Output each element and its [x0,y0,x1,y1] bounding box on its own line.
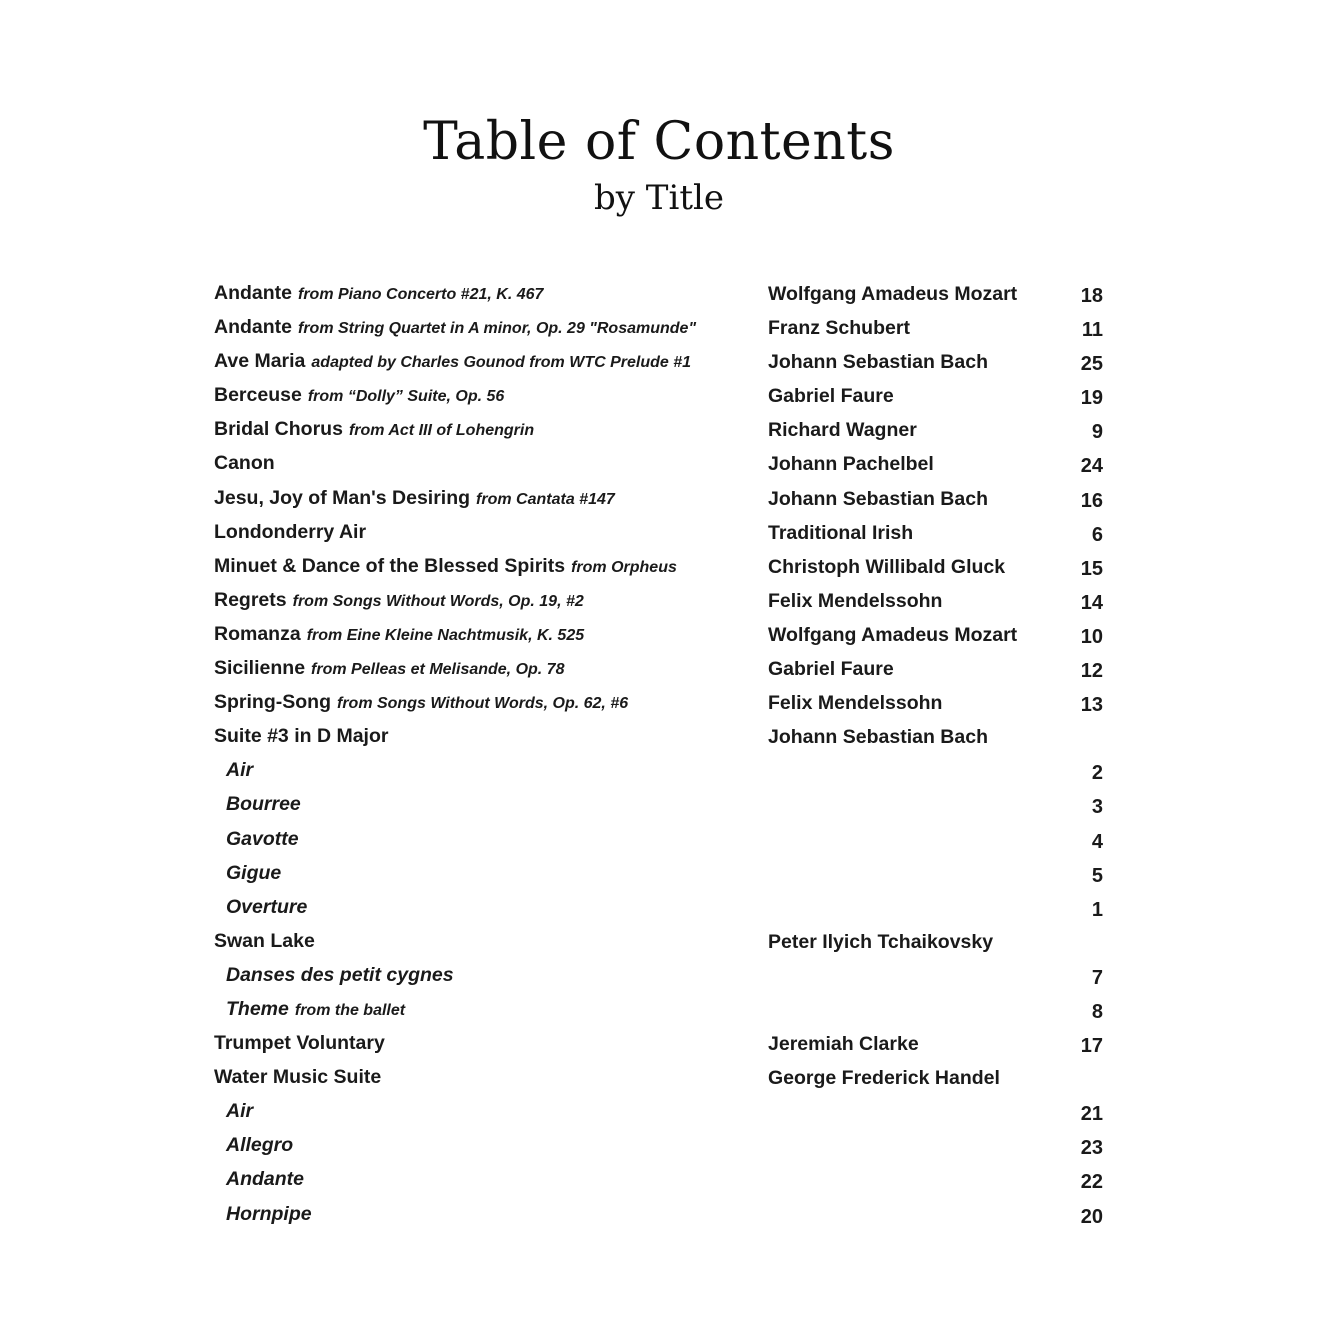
toc-subentry [0,1201,1318,1235]
toc-subentry [0,894,1318,928]
toc-entry [0,587,1318,621]
toc-subentry [0,757,1318,791]
entry-detail: from Eine Kleine Nachtmusik, K. 525 [306,626,585,644]
toc-subentry [0,791,1318,825]
entry-detail: from Songs Without Words, Op. 19, #2 [292,592,584,610]
entry-composer: Gabriel Faure [768,385,894,408]
entry-title: Trumpet Voluntary [214,1032,385,1055]
entry-composer: Christoph Willibald Gluck [768,555,1006,578]
entry-title: Sicilienne [214,657,306,680]
entry-title-block [226,896,313,919]
toc-entry [0,280,1318,314]
toc-entry [0,553,1318,587]
entry-title-block [214,555,677,578]
entry-title: Canon [214,452,275,475]
entry-title-block [214,521,372,544]
toc-subentry [0,1098,1318,1132]
entry-title-block [214,1066,387,1089]
entry-title-block [214,657,564,680]
entry-page-number: 19 [1080,387,1103,410]
entry-title: Swan Lake [214,929,315,952]
entry-title: Gigue [226,861,282,884]
entry-title-block [226,998,405,1021]
entry-composer: Wolfgang Amadeus Mozart [768,623,1018,646]
entry-title-block [214,691,628,714]
entry-title: Air [226,1100,254,1123]
entry-composer: Gabriel Faure [768,658,894,681]
entry-page-number: 20 [1080,1205,1103,1228]
entry-title-block [214,487,615,510]
toc-entry [0,314,1318,348]
entry-title: Londonderry Air [214,520,367,543]
entry-title-block [214,418,534,441]
entry-title-block [214,350,691,373]
entry-page-number: 6 [1091,523,1103,546]
toc-subentry [0,1166,1318,1200]
entry-title-block [214,725,394,748]
entry-detail: from Act III of Lohengrin [348,422,535,440]
entry-title: Andante [226,1168,304,1191]
entry-page-number: 15 [1080,557,1103,580]
entry-title: Ave Maria [214,350,306,373]
entry-detail: from Songs Without Words, Op. 62, #6 [336,695,629,713]
page-subtitle: by Title [594,178,724,218]
entry-title: Romanza [214,622,301,645]
entry-title: Andante [214,316,292,339]
entry-composer: Jeremiah Clarke [768,1033,919,1056]
entry-page-number: 11 [1081,319,1103,342]
entry-page-number: 25 [1080,353,1103,376]
entry-composer: Felix Mendelssohn [768,589,943,612]
entry-detail: adapted by Charles Gounod from WTC Prelude #1 [311,354,692,372]
entry-page-number: 14 [1080,591,1103,614]
toc-entry [0,723,1318,757]
page-title: Table of Contents [423,112,895,172]
entry-title-block [214,316,696,339]
entry-title-block [214,589,584,612]
entry-title-block [226,793,307,816]
entry-title-block [214,930,321,953]
entry-title-block [214,623,584,646]
entry-page-number: 1 [1091,898,1103,921]
entry-page-number: 17 [1080,1035,1103,1058]
toc-entry [0,348,1318,382]
entry-composer: Johann Pachelbel [768,453,934,476]
entry-title: Suite #3 in D Major [214,725,389,748]
toc-subentry [0,826,1318,860]
entry-page-number: 12 [1080,660,1103,683]
toc-subentry [0,860,1318,894]
toc-subentry [0,996,1318,1030]
entry-title-block [226,1168,310,1191]
entry-detail: from Pelleas et Melisande, Op. 78 [311,661,565,679]
toc-entry [0,382,1318,416]
entry-title: Water Music Suite [214,1066,382,1089]
entry-page-number: 2 [1091,762,1103,785]
toc-entry [0,621,1318,655]
entry-page-number: 10 [1080,625,1103,648]
entry-page-number: 18 [1080,285,1103,307]
entry-composer: Felix Mendelssohn [768,692,943,715]
entry-detail: from Cantata #147 [476,490,615,508]
entry-composer: Johann Sebastian Bach [768,487,988,510]
entry-page-number: 13 [1080,694,1103,717]
entry-composer: George Frederick Handel [768,1067,1000,1090]
entry-detail: from Orpheus [571,558,677,576]
entry-title-block [214,384,504,407]
toc-entry [0,928,1318,962]
entry-detail: from the ballet [294,1001,406,1019]
toc-list [0,280,1318,1235]
entry-title: Minuet & Dance of the Blessed Spirits [214,554,566,577]
entry-title: Theme [226,997,289,1020]
entry-title-block [226,1100,259,1123]
entry-page-number: 8 [1091,1000,1103,1023]
toc-entry [0,485,1318,519]
toc-entry [0,450,1318,484]
toc-entry [0,519,1318,553]
entry-title: Danses des petit cygnes [226,963,454,986]
entry-composer: Richard Wagner [768,419,917,442]
entry-page-number: 21 [1080,1103,1103,1126]
entry-page-number: 24 [1080,455,1103,478]
entry-title-block [214,1032,391,1055]
entry-title: Berceuse [214,384,302,407]
entry-page-number: 7 [1091,966,1103,989]
entry-title: Bourree [226,793,301,816]
entry-title: Bridal Chorus [214,418,343,441]
entry-title-block [226,759,259,782]
entry-page-number: 22 [1080,1171,1103,1194]
entry-page-number: 23 [1080,1137,1103,1160]
entry-title: Overture [226,895,308,918]
entry-page-number: 16 [1080,489,1103,512]
entry-composer: Wolfgang Amadeus Mozart [768,283,1018,305]
entry-detail: from Piano Concerto #21, K. 467 [298,286,544,303]
toc-entry [0,416,1318,450]
entry-title: Andante [214,282,292,304]
entry-page-number: 4 [1091,830,1103,853]
toc-entry [0,689,1318,723]
entry-title-block [214,282,543,305]
entry-page-number: 9 [1091,421,1103,444]
entry-title-block [214,452,281,475]
entry-composer: Traditional Irish [768,521,914,544]
entry-composer: Franz Schubert [768,317,910,340]
entry-composer: Johann Sebastian Bach [768,351,988,374]
toc-entry [0,1030,1318,1064]
entry-title-block [226,964,460,987]
toc-entry [0,655,1318,689]
toc-entry [0,1064,1318,1098]
toc-subentry [0,1132,1318,1166]
entry-detail: from “Dolly” Suite, Op. 56 [307,388,505,406]
entry-title-block [226,1203,318,1226]
entry-title-block [226,862,287,885]
entry-title: Allegro [226,1134,294,1157]
entry-title: Spring-Song [214,691,331,714]
entry-page-number: 3 [1091,796,1103,819]
entry-title: Regrets [214,588,287,611]
toc-subentry [0,962,1318,996]
entry-title: Hornpipe [226,1202,312,1225]
entry-title-block [226,1134,299,1157]
entry-detail: from String Quartet in A minor, Op. 29 "Rosamunde" [298,320,697,338]
entry-page-number: 5 [1091,864,1103,887]
entry-title: Jesu, Joy of Man's Desiring [214,486,471,509]
entry-title: Air [226,759,254,782]
entry-title-block [226,828,305,851]
entry-composer: Johann Sebastian Bach [768,726,988,749]
entry-composer: Peter Ilyich Tchaikovsky [768,930,994,953]
entry-title: Gavotte [226,827,299,850]
